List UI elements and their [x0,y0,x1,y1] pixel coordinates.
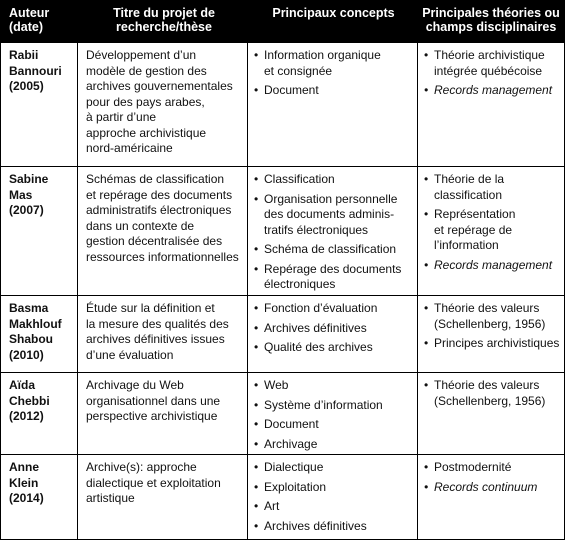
concept-item: • Web [254,378,414,394]
header-title: Titre du projet de recherche/thèse [113,6,215,34]
title-cell: Schémas de classification et repérage des documents administratifs électroniques dans un contexte de gestion décentralisée des ressources informationnelles [86,172,239,264]
title-cell: Archivage du Web organisationnel dans une perspective archivistique [86,378,221,423]
theory-item: • Théorie archivistique intégrée québécoise [424,48,564,79]
theory-item: • Records management [424,83,564,99]
theory-item: • Théorie de la classification [424,172,564,203]
table-row [1,454,564,541]
concept-item: • Repérage des documents électroniques [254,262,414,293]
theory-item: • Principes archivistiques [424,336,564,352]
concept-item: • Art [254,499,414,515]
theories-list [424,460,564,499]
concept-item: • Document [254,83,414,99]
concept-item: • Document [254,417,414,433]
concept-item: • Système d’information [254,398,414,414]
table-row [1,372,564,454]
table-header [1,1,564,42]
concept-item: • Qualité des archives [254,340,414,356]
author-cell: Rabii Bannouri (2005) [9,48,62,93]
table-row [1,42,564,166]
concept-item: • Exploitation [254,480,414,496]
theory-item: • Théorie des valeurs (Schellenberg, 1956) [424,378,564,409]
table-row [1,295,564,372]
header-theories: Principales théories ou champs disciplinaires [422,6,560,34]
concept-item: • Classification [254,172,414,188]
concept-item: • Archives définitives [254,519,414,535]
concepts-list [254,172,414,297]
concept-item: • Information organique et consignée [254,48,414,79]
theory-item: • Théorie des valeurs (Schellenberg, 1956) [424,301,564,332]
concept-item: • Schéma de classification [254,242,414,258]
concept-item: • Organisation personnelle des documents adminis- tratifs électroniques [254,192,414,239]
theories-list [424,378,564,413]
concepts-list [254,301,414,360]
title-cell: Archive(s): approche dialectique et exploitation artistique [86,460,221,505]
title-cell: Étude sur la définition et la mesure des qualités des archives définitives issues d’une évaluation [86,301,229,362]
concept-item: • Fonction d’évaluation [254,301,414,317]
header-concepts: Principaux concepts [272,6,395,20]
theories-list [424,48,564,103]
concept-item: • Archives définitives [254,321,414,337]
theories-list [424,172,564,277]
theory-item: • Records management [424,258,564,274]
concept-item: • Dialectique [254,460,414,476]
theory-item: • Postmodernité [424,460,564,476]
concepts-list [254,460,414,538]
title-cell: Développement d’un modèle de gestion des archives gouvernementales pour des pays arabes, à partir d’une approche archivistique nord-américaine [86,48,233,155]
concepts-list [254,378,414,456]
theories-list [424,301,564,356]
concepts-list [254,48,414,103]
concept-item: • Archivage [254,437,414,453]
author-cell: Sabine Mas (2007) [9,172,49,217]
header-author: Auteur (date) [9,6,50,34]
author-cell: Aïda Chebbi (2012) [9,378,50,423]
table-row [1,166,564,295]
theory-item: • Records continuum [424,480,564,496]
theory-item: • Représentation et repérage de l’information [424,207,564,254]
author-cell: Anne Klein (2014) [9,460,44,505]
author-cell: Basma Makhlouf Shabou (2010) [9,301,62,362]
